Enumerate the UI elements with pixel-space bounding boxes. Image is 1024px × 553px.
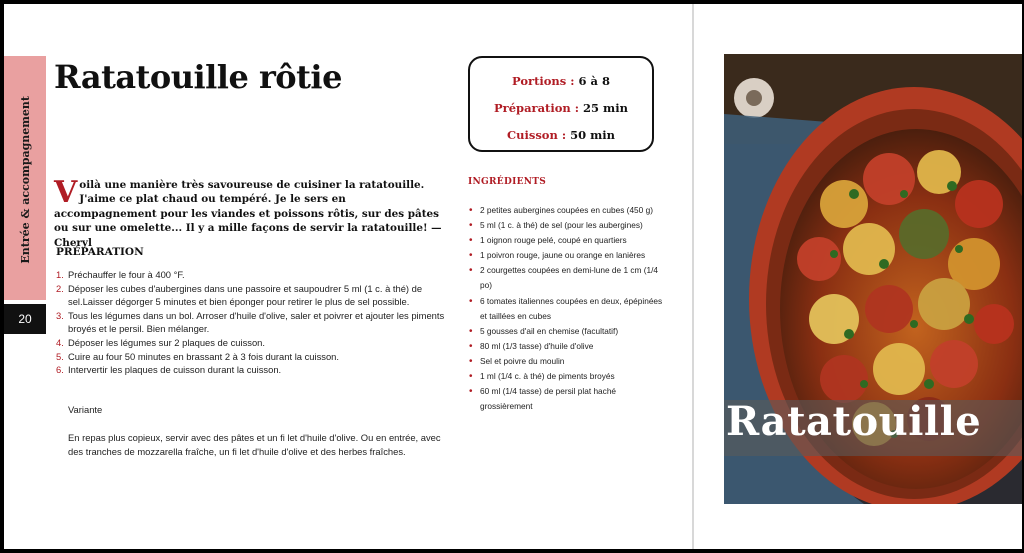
preparation-heading: PRÉPARATION	[56, 246, 144, 258]
section-tab-label: Entrée & accompagnement	[18, 96, 32, 264]
ingredients-heading: INGRÉDIENTS	[468, 177, 547, 187]
ingredients-list	[468, 203, 668, 414]
page-number: 20	[4, 304, 46, 334]
ingredient-item: • 1 poivron rouge, jaune ou orange en lanières	[469, 250, 646, 262]
ingredient-item: • Sel et poivre du moulin	[469, 355, 565, 367]
cooking-time-row: Cuisson : 50 min	[506, 128, 616, 142]
recipe-info-box	[468, 56, 654, 152]
step-item: 4. Déposer les légumes sur 2 plaques de cuisson.	[56, 336, 265, 348]
portions-row: Portions : 6 à 8	[512, 74, 610, 88]
ingredient-item: • 80 ml (1/3 tasse) d'huile d'olive	[469, 340, 594, 352]
photo-title: Ratatouille	[726, 398, 982, 445]
ingredient-item: • 6 tomates italiennes coupées en deux, épépinées et taillées en cubes	[469, 295, 663, 321]
page-gutter	[692, 4, 694, 549]
ingredient-item: • 1 ml (1/4 c. à thé) de piments broyés	[469, 371, 615, 383]
step-item: 3. Tous les légumes dans un bol. Arroser d'huile d'olive, saler et poivrer et ajouter les piments broyés et le persil. Bien mélanger.	[56, 309, 445, 335]
step-item: 6. Intervertir les plaques de cuisson durant la cuisson.	[56, 364, 282, 376]
step-item: 1. Préchauffer le four à 400 °F.	[56, 269, 185, 280]
ingredient-item: • 5 gousses d'ail en chemise (facultatif)	[469, 325, 619, 337]
intro-text: oilà une manière très savoureuse de cuisiner la ratatouille. J'aime ce plat chaud ou tempéré. Je le sers en accompagnement pour les viandes et poissons rôtis, sur des pâtes ou sur une omelette... Il y a mille façons de servir la ratatouille! — Cheryl	[54, 179, 442, 249]
step-item: 5. Cuire au four 50 minutes en brassant 2 à 3 fois durant la cuisson.	[56, 350, 339, 362]
step-item: 2. Déposer les cubes d'aubergines dans une passoire et saupoudrer 5 ml (1 c. à thé) de sel.Laisser dégorger 5 minutes et bien éponger pour retirer le plus de sel possible.	[56, 282, 423, 308]
ingredient-item: • 5 ml (1 c. à thé) de sel (pour les aubergines)	[469, 220, 643, 232]
cookbook-spread	[4, 4, 1022, 549]
intro-dropcap: V	[54, 175, 78, 210]
ingredient-item: • 1 oignon rouge pelé, coupé en quartiers	[469, 235, 627, 247]
variante-title: Variante	[68, 404, 103, 415]
variante-text: En repas plus copieux, servir avec des pâtes et un fi let d'huile d'olive. Ou en entrée, avec des tranches de mozzarella fraîche, un fi let d'huile d'olive et des herbes fraîches.	[68, 432, 441, 457]
ingredient-item: • 2 courgettes coupées en demi-lune de 1 cm (1/4 po)	[469, 265, 659, 291]
preparation-steps	[56, 268, 452, 377]
ingredient-item: • 60 ml (1/4 tasse) de persil plat haché grossièrement	[469, 386, 617, 412]
ingredient-item: • 2 petites aubergines coupées en cubes (450 g)	[469, 205, 653, 216]
preparation-time-row: Préparation : 25 min	[494, 101, 628, 115]
recipe-title: Ratatouille rôtie	[54, 58, 342, 96]
recipe-intro	[54, 175, 450, 250]
